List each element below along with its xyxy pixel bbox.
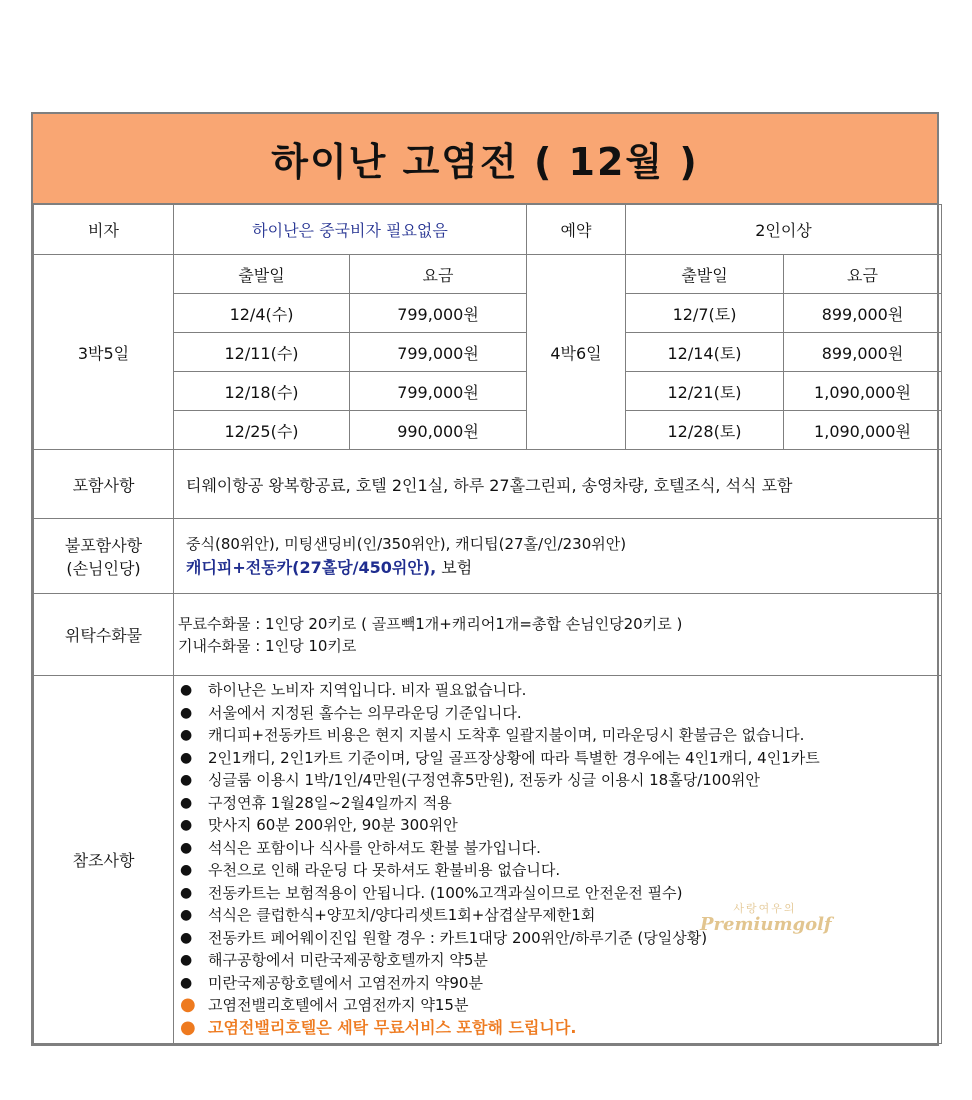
plan-b-date-header: 출발일 [626,255,784,294]
excluded-line2 [186,556,937,580]
bullet-icon: ● [180,682,193,698]
bullet-icon: ● [180,884,193,901]
bullet-icon: ● [180,1016,196,1038]
reserve-value: 2인이상 [626,205,942,255]
excluded-row [34,519,942,594]
page-title: 하이난 고염전 ( 12월 ) [33,114,937,204]
notes-list [174,676,942,1044]
excluded-line1: 중식(80위안), 미팅샌딩비(인/350위안), 캐디팁(27홀/인/230위안) [186,535,627,553]
bullet-icon: ● [180,727,193,743]
watermark-line1: 사랑여우의 [733,902,797,915]
list-item: ● 맛사지 60분 200위안, 90분 300위안 [180,814,937,837]
plan-b-date: 12/14(토) [626,333,784,372]
bullet-icon: ● [180,839,193,856]
plan-b-price: 899,000원 [784,294,942,333]
plan-a-date: 12/4(수) [174,294,350,333]
plan-a-price-header: 요금 [350,255,527,294]
watermark-line2: Premiumgolf [700,914,832,935]
plan-b-price: 899,000원 [784,333,942,372]
list-item: ● 우천으로 인해 라운딩 다 못하셔도 환불비용 없습니다. [180,859,937,882]
bullet-icon: ● [180,994,196,1015]
bullet-icon: ● [180,974,193,991]
notes-label: 참조사항 [34,676,174,1044]
plan-a-date: 12/11(수) [174,333,350,372]
plan-a-price: 799,000원 [350,294,527,333]
bullet-icon: ● [180,749,193,766]
list-item: ● 2인1캐디, 2인1카트 기준이며, 당일 골프장상황에 따라 특별한 경우에는 4인1캐디, 4인1카트 [180,747,937,770]
plan-b-price-header: 요금 [784,255,942,294]
baggage-value [174,594,942,676]
excluded-insurance: 보험 [436,558,473,577]
excluded-label-line1: 불포함사항 [64,536,143,555]
bullet-icon: ● [180,817,193,833]
plan-b-label: 4박6일 [527,255,626,450]
visa-label: 비자 [34,205,174,255]
list-item: ● 싱글룸 이용시 1박/1인/4만원(구정연휴5만원), 전동카 싱글 이용시 18홀당/100위안 [180,769,937,792]
excluded-caddie-fee: 캐디피+전동카(27홀당/450위안), [186,558,437,577]
watermark-logo [700,900,830,940]
visa-row [34,205,942,255]
plan-b-date: 12/7(토) [626,294,784,333]
plan-b-date: 12/28(토) [626,411,784,450]
plan-a-price: 799,000원 [350,333,527,372]
list-item: ● 해구공항에서 미란국제공항호텔까지 약5분 [180,949,937,972]
baggage-row [34,594,942,676]
list-item: ● 구정연휴 1월28일~2월4일까지 적용 [180,792,937,815]
included-label: 포함사항 [34,450,174,519]
included-row [34,450,942,519]
excluded-label [34,519,174,594]
included-value: 티웨이항공 왕복항공료, 호텔 2인1실, 하루 27홀그린피, 송영차량, 호텔조식, 석식 포함 [174,450,942,519]
excluded-value [174,519,942,594]
notes-row [34,676,942,1044]
list-item: ● 석식은 포함이나 식사를 안하셔도 환불 불가입니다. [180,837,937,860]
bullet-icon: ● [180,952,193,968]
bullet-icon: ● [180,794,193,811]
baggage-label: 위탁수화물 [34,594,174,676]
reserve-label: 예약 [527,205,626,255]
plan-b-price: 1,090,000원 [784,372,942,411]
plan-a-date: 12/25(수) [174,411,350,450]
plan-b-date: 12/21(토) [626,372,784,411]
bullet-icon: ● [180,929,193,946]
plan-a-price: 799,000원 [350,372,527,411]
plan-b-price: 1,090,000원 [784,411,942,450]
bullet-icon: ● [180,772,193,788]
list-item: ● 전동카트 페어웨이진입 원할 경우 : 카트1대당 200위안/하루기준 (당일상황) [180,927,937,950]
list-item: ● 고염전밸리호텔에서 고염전까지 약15분 [180,994,469,1015]
bullet-icon: ● [180,704,193,721]
list-item: ● 석식은 클럽한식+양꼬치/양다리셋트1회+삼겹살무제한1회 [180,904,937,927]
plan-a-price: 990,000원 [350,411,527,450]
list-item: ● 미란국제공항호텔에서 고염전까지 약90분 [180,972,937,995]
excluded-label-line2: (손님인당) [66,559,141,578]
baggage-line2: 기내수화물 : 1인당 10키로 [178,636,357,655]
visa-value: 하이난은 중국비자 필요없음 [174,205,527,255]
plan-a-label: 3박5일 [34,255,174,450]
list-item: ● 하이난은 노비자 지역입니다. 비자 필요없습니다. [180,679,937,702]
list-item: ● 전동카트는 보험적용이 안됩니다. (100%고객과실이므로 안전운전 필수) [180,882,937,905]
list-item-highlight: ● 고염전밸리호텔은 세탁 무료서비스 포함해 드립니다. [180,1016,577,1038]
bullet-icon: ● [180,907,193,923]
schedule-header-row [34,255,942,294]
plan-a-date-header: 출발일 [174,255,350,294]
bullet-icon: ● [180,862,193,878]
baggage-line1: 무료수화물 : 1인당 20키로 ( 골프빽1개+캐리어1개=총합 손님인당20키로 ) [178,614,683,633]
plan-a-date: 12/18(수) [174,372,350,411]
list-item: ● 캐디피+전동카트 비용은 현지 지불시 도착후 일괄지불이며, 미라운딩시 환불금은 없습니다. [180,724,937,747]
list-item: ● 서울에서 지정된 홀수는 의무라운딩 기준입니다. [180,702,937,725]
